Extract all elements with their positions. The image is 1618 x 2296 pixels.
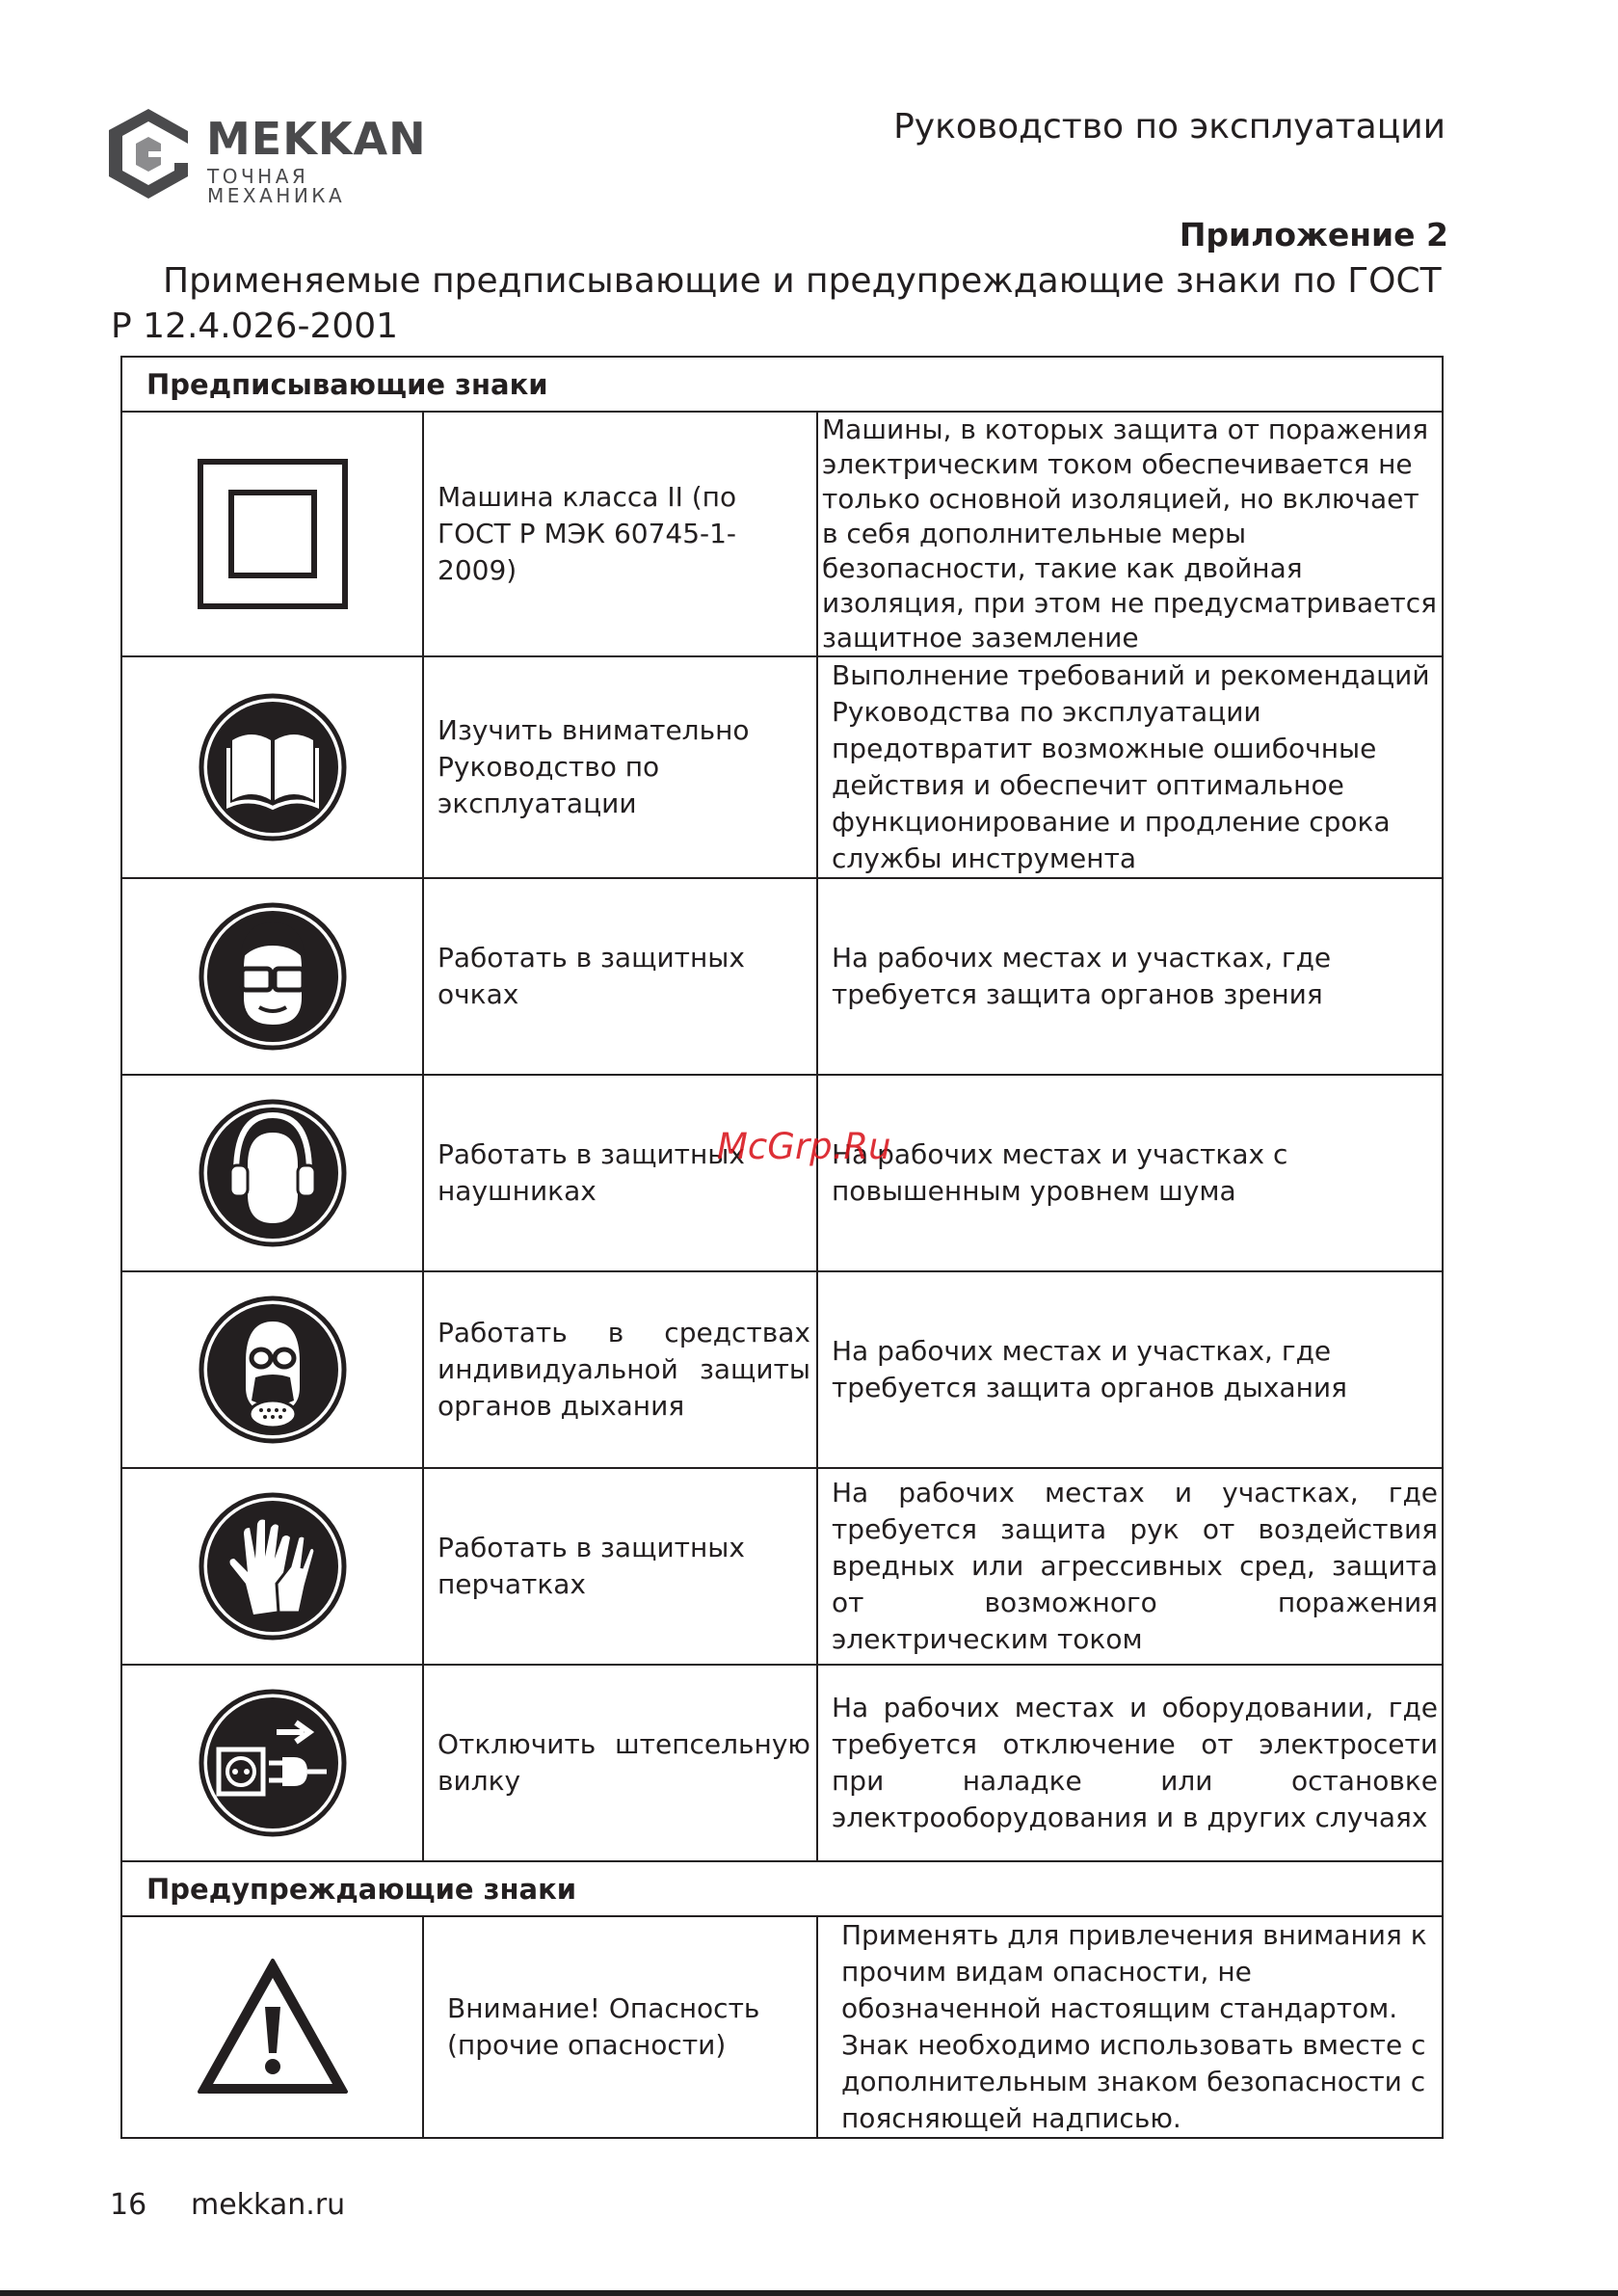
sign-description: На рабочих местах и оборудовании, где требуется отключение от электросети при наладке или остановке электрооборудования и в других случаях <box>817 1665 1443 1861</box>
footer-site: mekkan.ru <box>191 2188 346 2222</box>
sign-description: На рабочих местах и участках с повышенным уровнем шума <box>817 1075 1443 1271</box>
sign-icon-cell <box>121 878 423 1075</box>
table-row <box>121 1271 1443 1468</box>
bottom-divider <box>0 2290 1618 2296</box>
page-number: 16 <box>110 2188 147 2222</box>
protective-gloves-icon <box>198 1491 348 1642</box>
section-title-prescriptive: Предписывающие знаки <box>121 357 1443 412</box>
sign-name: Работать в защитных перчатках <box>423 1468 817 1665</box>
table-row <box>121 1468 1443 1665</box>
table-row <box>121 1916 1443 2138</box>
document-title: Руководство по эксплуатации <box>893 107 1446 147</box>
signs-table <box>120 356 1444 2139</box>
sign-name: Работать в защитных наушниках <box>423 1075 817 1271</box>
brand-logo <box>107 107 435 207</box>
sign-name: Внимание! Опасность (прочие опасности) <box>423 1916 817 2138</box>
sign-name: Машина класса II (по ГОСТ Р МЭК 60745-1-2009) <box>423 412 817 656</box>
unplug-icon <box>198 1688 348 1838</box>
read-manual-book-icon <box>198 692 348 842</box>
sign-description: На рабочих местах и участках, где требуется защита рук от воздействия вредных или агрессивных сред, защита от возможного поражения электрическим током <box>817 1468 1443 1665</box>
logo-subtitle: ТОЧНАЯ МЕХАНИКА <box>207 165 346 207</box>
table-row <box>121 656 1443 878</box>
sign-description: Применять для привлечения внимания к прочим видам опасности, не обозначенной настоящим стандартом. Знак необходимо использовать вместе с дополнительным знаком безопасности с поясняющей надписью. <box>817 1916 1443 2138</box>
sign-icon-cell <box>121 412 423 656</box>
watermark: McGrp.Ru <box>717 1126 891 1167</box>
warning-triangle-icon <box>196 1957 350 2097</box>
appendix-label: Приложение 2 <box>1179 216 1448 254</box>
sign-name: Изучить внимательно Руководство по эксплуатации <box>423 656 817 878</box>
sign-icon-cell <box>121 1271 423 1468</box>
sign-icon-cell <box>121 1665 423 1861</box>
table-row <box>121 412 1443 656</box>
sign-name: Работать в средствах индивидуальной защиты органов дыхания <box>423 1271 817 1468</box>
ear-protection-icon <box>198 1098 348 1248</box>
table-row <box>121 878 1443 1075</box>
table-row <box>121 1665 1443 1861</box>
sign-icon-cell <box>121 1916 423 2138</box>
safety-glasses-icon <box>198 901 348 1052</box>
sign-description: На рабочих местах и участках, где требуется защита органов зрения <box>817 878 1443 1075</box>
respirator-mask-icon <box>198 1295 348 1445</box>
sign-icon-cell <box>121 1075 423 1271</box>
sign-name: Отключить штепсельную вилку <box>423 1665 817 1861</box>
sign-icon-cell <box>121 656 423 878</box>
sign-description: На рабочих местах и участках, где требуется защита органов дыхания <box>817 1271 1443 1468</box>
sign-name: Работать в защитных очках <box>423 878 817 1075</box>
intro-paragraph: Применяемые предписывающие и предупреждающие знаки по ГОСТ Р 12.4.026-2001 <box>111 261 1442 346</box>
logo-name: MEKKAN <box>206 113 427 165</box>
table-row <box>121 1075 1443 1271</box>
mekkan-logo-mark-icon <box>107 107 190 200</box>
sign-description: Выполнение требований и рекомендаций Руководства по эксплуатации предотвратит возможные ошибочные действия и обеспечит оптимальное функционирование и продление срока службы инструмента <box>817 656 1443 878</box>
sign-icon-cell <box>121 1468 423 1665</box>
sign-description: Машины, в которых защита от поражения электрическим током обеспечивается не только основной изоляцией, но включает в себя дополнительные меры безопасности, такие как двойная изоляция, при этом не предусматривается защитное заземление <box>817 412 1443 656</box>
section-title-warning: Предупреждающие знаки <box>121 1861 1443 1916</box>
class-ii-double-square-icon <box>198 459 348 609</box>
section-header-row <box>121 1861 1443 1916</box>
section-header-row <box>121 357 1443 412</box>
